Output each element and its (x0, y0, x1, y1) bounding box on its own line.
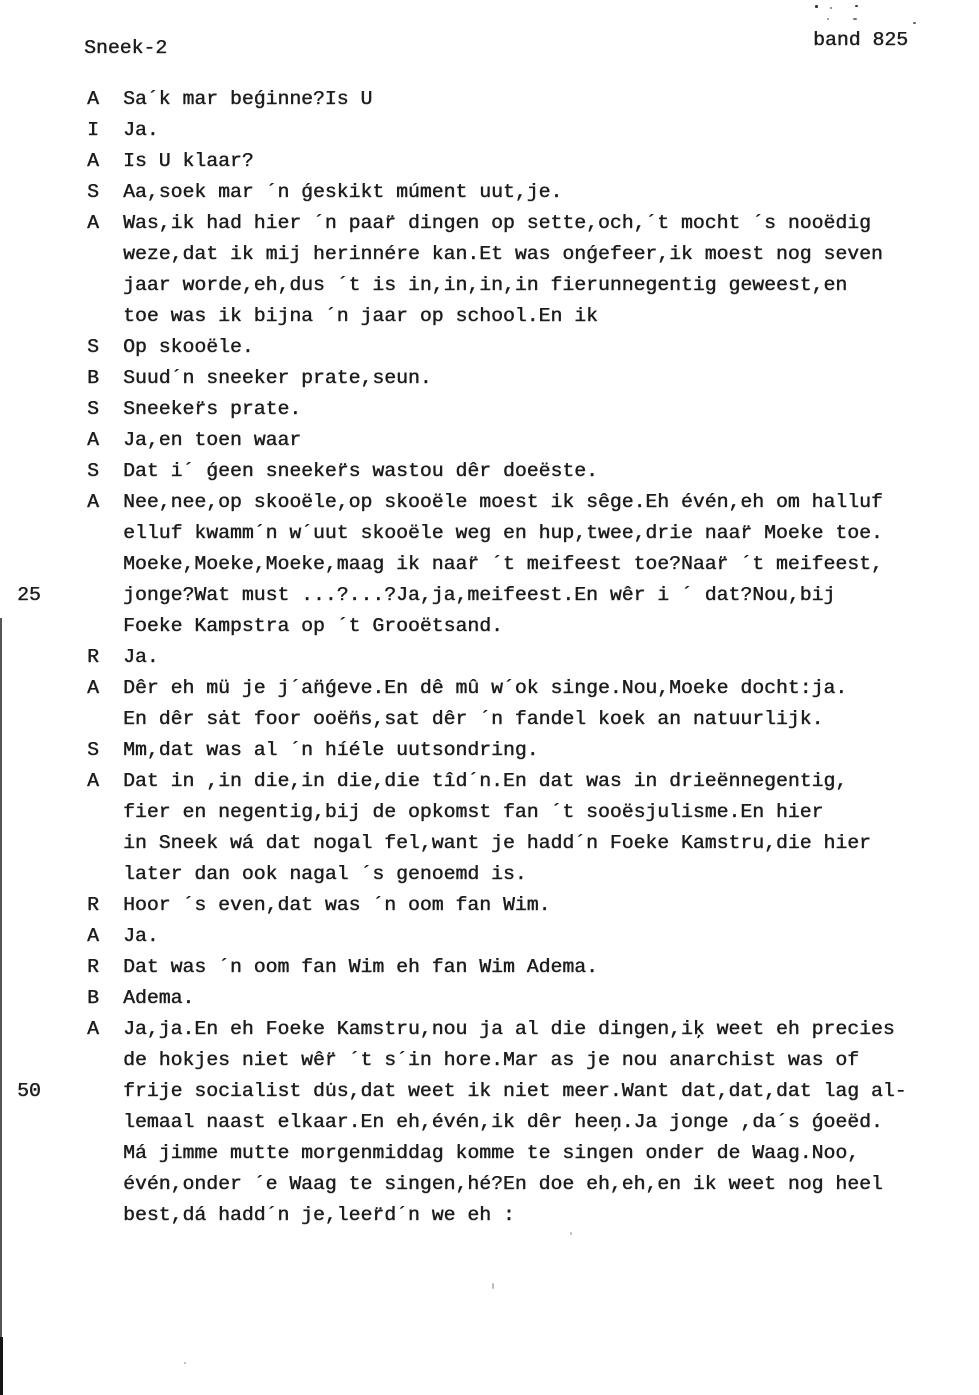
transcript-line (0, 1169, 979, 1200)
line-text: Op skooële. (123, 336, 254, 358)
line-text: Foeke Kampstra op ´t Grooëtsand. (123, 615, 503, 637)
line-number: 25 (17, 584, 41, 606)
line-text: Má jimme mutte morgenmiddag komme te singen onder de Waag.Noo, (123, 1142, 859, 1164)
transcript-line (0, 1076, 979, 1107)
transcript-line (0, 332, 979, 363)
line-text: Was,ik had hier ´n paar̈ dingen op sette,och,´t mocht ´s nooëdig (123, 212, 871, 234)
transcript-line (0, 921, 979, 952)
speaker-label: R (87, 646, 99, 668)
line-text: lemaal naast elkaar.En eh,évén,ik dêr heeņ.Ja jonge ,da´s ǵoeëd. (123, 1111, 883, 1133)
line-text: Ja. (123, 925, 159, 947)
speaker-label: A (87, 150, 99, 172)
transcript-line (0, 518, 979, 549)
speaker-label: B (87, 987, 99, 1009)
line-text: Dat in ,in die,in die,die tîd´n.En dat was in drieënnegentig, (123, 770, 848, 792)
transcript-line (0, 1045, 979, 1076)
scan-speck (570, 1232, 572, 1235)
line-text: Sneeker̈s prate. (123, 398, 302, 420)
speaker-label: A (87, 88, 99, 110)
line-text: weze,dat ik mij herinnére kan.Et was onǵefeer,ik moest nog seven (123, 243, 883, 265)
speaker-label: A (87, 491, 99, 513)
transcript-line (0, 890, 979, 921)
transcript-line (0, 177, 979, 208)
transcript-line (0, 363, 979, 394)
transcript-line (0, 84, 979, 115)
transcript-line (0, 394, 979, 425)
line-text: Dêr eh mü je j´an̈ǵeve.En dê mû w´ok singe.Nou,Moeke docht:ja. (123, 677, 848, 699)
line-text: Suud´n sneeker prate,seun. (123, 367, 432, 389)
transcript-line (0, 549, 979, 580)
line-text: Ja. (123, 119, 159, 141)
transcript-line (0, 425, 979, 456)
transcript-line (0, 611, 979, 642)
line-text: évén,onder ´e Waag te singen,hé?En doe eh,eh,en ik weet nog heel (123, 1173, 883, 1195)
transcript-line (0, 797, 979, 828)
line-text: toe was ik bijna ´n jaar op school.En ik (123, 305, 598, 327)
speaker-label: S (87, 336, 99, 358)
line-text: Dat i´ ǵeen sneeker̈s wastou dêr doeëste. (123, 460, 598, 482)
transcript-line (0, 487, 979, 518)
line-text: jaar worde,eh,dus ´t is in,in,in,in fierunnegentig geweest,en (123, 274, 848, 296)
scan-speck (827, 18, 829, 20)
speaker-label: S (87, 460, 99, 482)
transcript-line (0, 580, 979, 611)
line-text: Moeke,Moeke,Moeke,maag ik naar̈ ´t meifeest toe?Naar̈ ´t meifeest, (123, 553, 883, 575)
transcript-line (0, 642, 979, 673)
line-text: En dêr sȧt foor ooën̈s,sat dêr ´n fandel koek an natuurlijk. (123, 708, 824, 730)
line-number: 50 (17, 1080, 41, 1102)
transcript-line (0, 859, 979, 890)
speaker-label: S (87, 181, 99, 203)
line-text: frije socialist du̇s,dat weet ik niet meer.Want dat,dat,dat lag al- (123, 1080, 907, 1102)
transcript-line (0, 1138, 979, 1169)
speaker-label: I (87, 119, 99, 141)
speaker-label: B (87, 367, 99, 389)
speaker-label: S (87, 398, 99, 420)
transcript-line (0, 270, 979, 301)
transcript-line (0, 735, 979, 766)
document-title: Sneek-2 (84, 37, 168, 59)
speaker-label: S (87, 739, 99, 761)
line-text: Ja. (123, 646, 159, 668)
line-text: in Sneek wá dat nogal fel,want je hadd´n Foeke Kamstru,die hier (123, 832, 871, 854)
line-text: Hoor ´s even,dat was ´n oom fan Wim. (123, 894, 551, 916)
transcript-line (0, 952, 979, 983)
line-text: fier en negentig,bij de opkomst fan ´t sooësjulisme.En hier (123, 801, 824, 823)
line-text: later dan ook nagal ´s genoemd is. (123, 863, 527, 885)
scan-speck (830, 7, 832, 9)
scan-edge-line-bottom (0, 1337, 3, 1395)
speaker-label: R (87, 894, 99, 916)
speaker-label: A (87, 212, 99, 234)
line-text: best,dá hadd´n je,leer̈d´n we eh : (123, 1204, 515, 1226)
line-text: Mm,dat was al ´n híéle uutsondring. (123, 739, 539, 761)
speaker-label: A (87, 925, 99, 947)
band-number-label: band 825 (813, 29, 908, 51)
transcript-line (0, 1200, 979, 1231)
transcript (0, 84, 979, 1231)
transcript-line (0, 704, 979, 735)
transcript-line (0, 1014, 979, 1045)
scan-speck (855, 5, 858, 7)
scan-speck (913, 22, 916, 24)
speaker-label: A (87, 770, 99, 792)
transcript-line (0, 828, 979, 859)
scan-speck (492, 1283, 494, 1289)
speaker-label: A (87, 677, 99, 699)
transcript-line (0, 983, 979, 1014)
scan-speck (184, 1362, 186, 1364)
scan-speck (815, 5, 818, 8)
line-text: Aa,soek mar ´n ǵeskikt múment uut,je. (123, 181, 563, 203)
transcript-line (0, 146, 979, 177)
line-text: Nee,nee,op skooële,op skooële moest ik sêge.Eh évén,eh om halluf (123, 491, 883, 513)
line-text: de hokjes niet wêr̈ ´t s´in hore.Mar as je nou anarchist was of (123, 1049, 859, 1071)
line-text: Sa´k mar beǵinne?Is U (123, 88, 373, 110)
line-text: Ja,ja.En eh Foeke Kamstru,nou ja al die dingen,iķ weet eh precies (123, 1018, 895, 1040)
transcript-line (0, 1107, 979, 1138)
line-text: Dat was ´n oom fan Wim eh fan Wim Adema. (123, 956, 598, 978)
speaker-label: R (87, 956, 99, 978)
transcript-line (0, 115, 979, 146)
line-text: Adema. (123, 987, 195, 1009)
line-text: Is U klaar? (123, 150, 254, 172)
transcript-line (0, 239, 979, 270)
line-text: Ja,en toen waar (123, 429, 302, 451)
transcript-line (0, 208, 979, 239)
line-text: elluf kwamm´n w´uut skooële weg en hup,twee,drie naar̈ Moeke toe. (123, 522, 883, 544)
speaker-label: A (87, 1018, 99, 1040)
line-text: jonge?Wat must ...?...?Ja,ja,meifeest.En wêr i ´ dat?Nou,bij (123, 584, 836, 606)
transcript-line (0, 766, 979, 797)
scan-speck (853, 18, 857, 20)
speaker-label: A (87, 429, 99, 451)
transcript-line (0, 456, 979, 487)
transcript-line (0, 301, 979, 332)
scan-edge-line (0, 618, 2, 1395)
transcript-line (0, 673, 979, 704)
